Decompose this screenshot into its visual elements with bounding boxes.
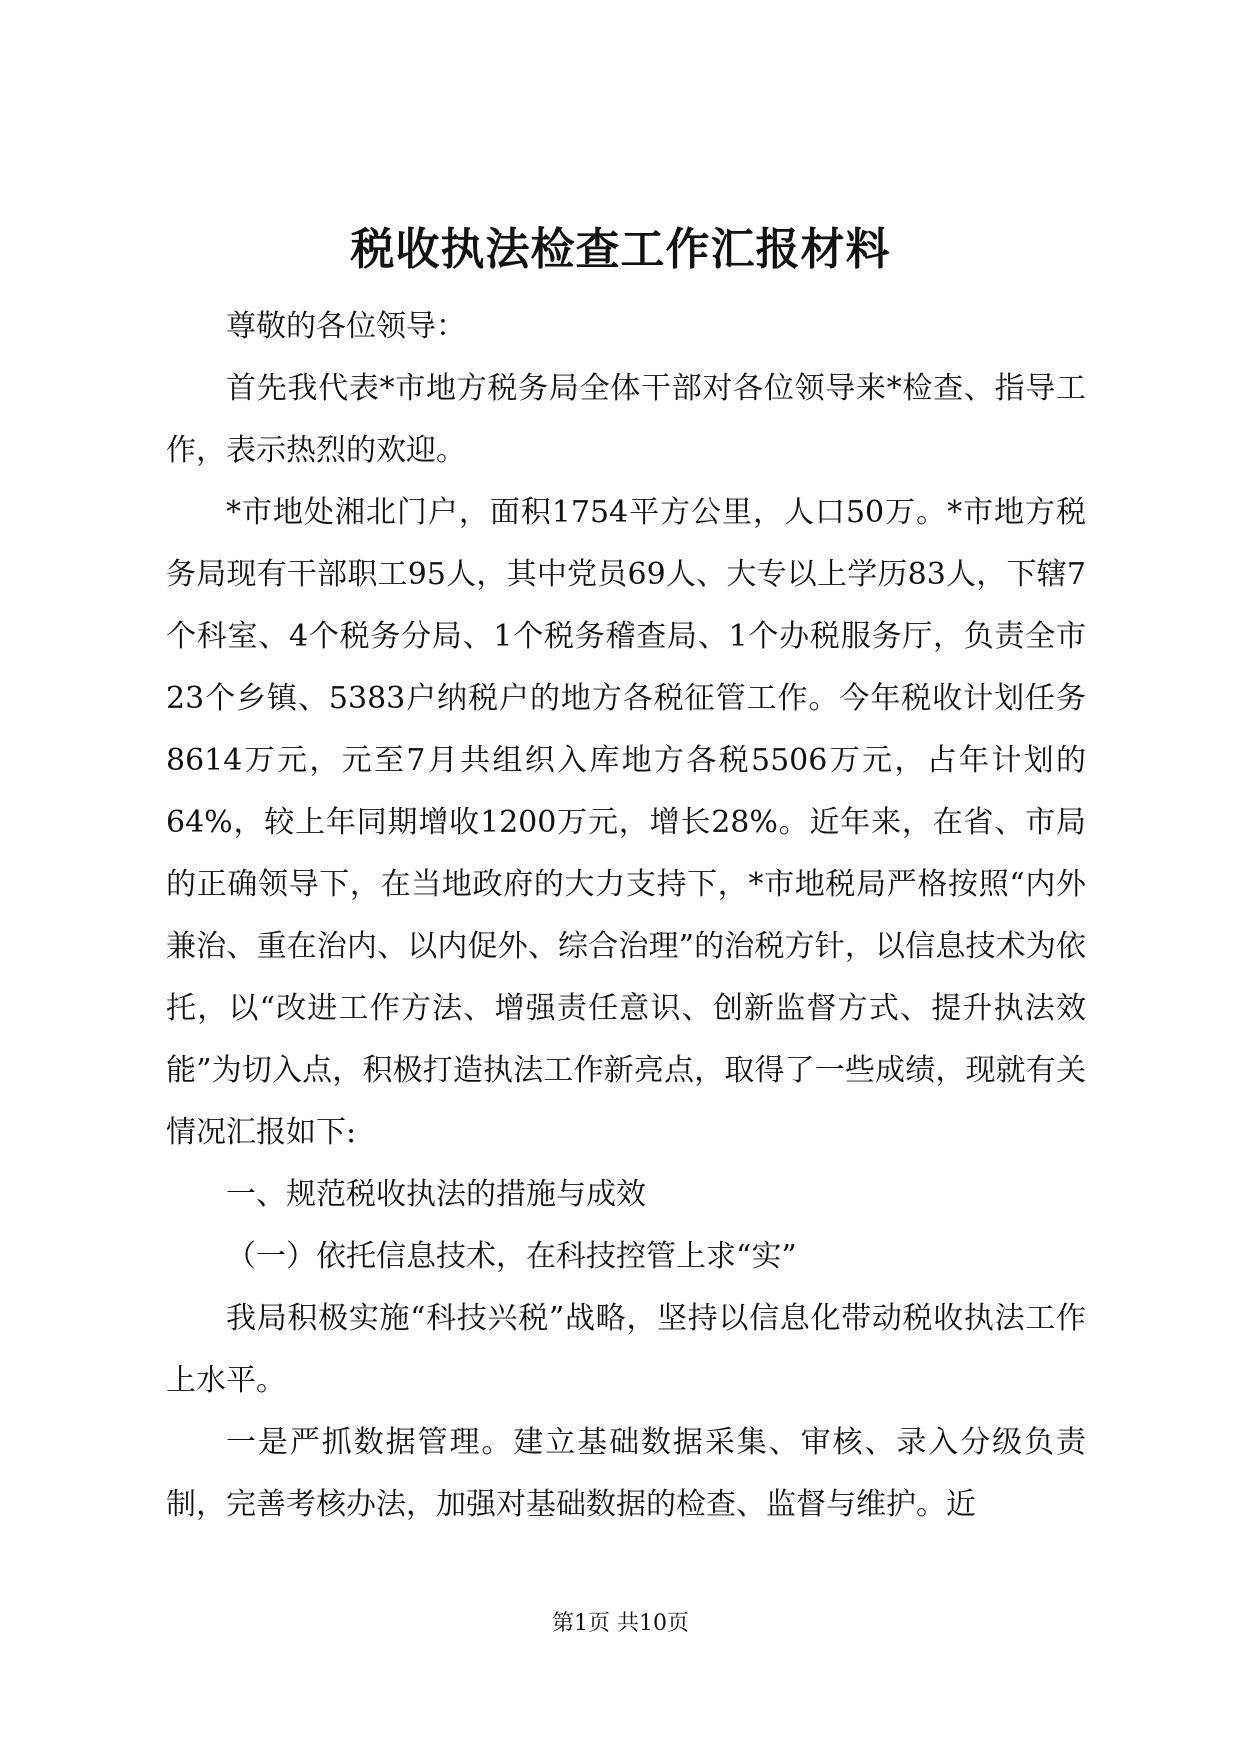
subsection-heading-1: （一）依托信息技术，在科技控管上求“实”	[226, 1239, 797, 1274]
data-management-paragraph: 一是严抓数据管理。建立基础数据采集、审核、录入分级负责制，完善考核办法，加强对基础数据的检查、监督与维护。近	[166, 1425, 1086, 1522]
salutation-paragraph: 尊敬的各位领导：	[226, 309, 466, 344]
welcome-paragraph: 首先我代表*市地方税务局全体干部对各位领导来*检查、指导工作，表示热烈的欢迎。	[166, 371, 1086, 468]
page-number-footer: 第1页 共10页	[552, 1611, 689, 1636]
strategy-paragraph: 我局积极实施“科技兴税”战略，坚持以信息化带动税收执法工作上水平。	[166, 1301, 1086, 1398]
document-title: 税收执法检查工作汇报材料	[350, 224, 891, 275]
section-heading-1: 一、规范税收执法的措施与成效	[226, 1177, 646, 1212]
overview-paragraph: *市地处湘北门户，面积1754平方公里，人口50万。*市地方税务局现有干部职工95人，其中党员69人、大专以上学历83人，下辖7个科室、4个税务分局、1个税务稽查局、1个办税服务厅，负责全市23个乡镇、5383户纳税户的地方各税征管工作。今年税收计划任务8614万元，元至7月共组织入库地方各税5506万元，占年计划的64%，较上年同期增收1200万元，增长28%。近年来，在省、市局的正确领导下，在当地政府的大力支持下，*市地税局严格按照“内外兼治、重在治内、以内促外、综合治理”的治税方针，以信息技术为依托，以“改进工作方法、增强责任意识、创新监督方式、提升执法效能”为切入点，积极打造执法工作新亮点，取得了一些成绩，现就有关情况汇报如下:	[166, 495, 1086, 1150]
document-body	[166, 296, 1086, 1536]
